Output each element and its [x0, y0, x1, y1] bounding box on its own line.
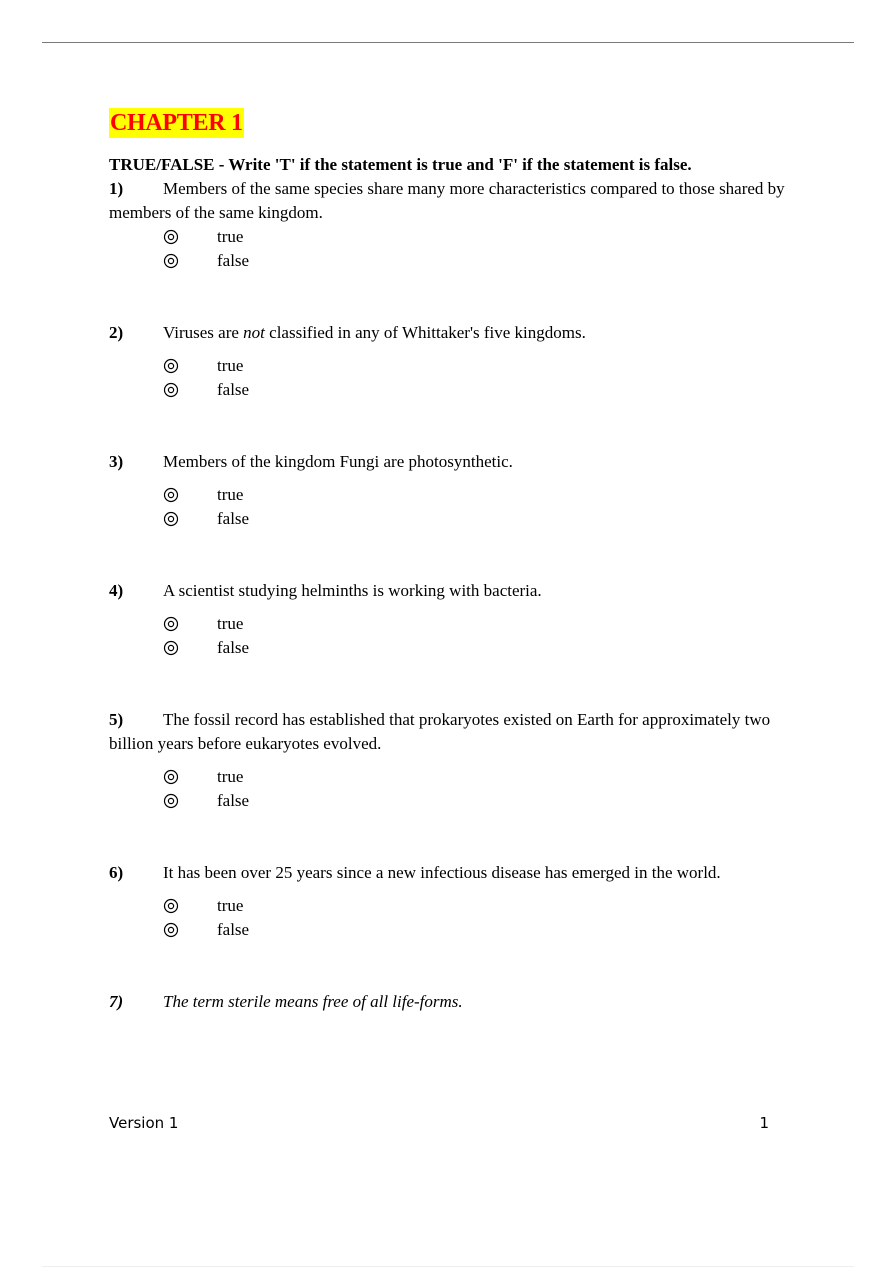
footer-rule [42, 1266, 854, 1267]
chapter-title: CHAPTER 1 [110, 110, 243, 136]
option-false[interactable] [109, 636, 814, 660]
radio-target-icon[interactable] [163, 769, 179, 785]
spacer [109, 402, 814, 450]
option-false[interactable] [109, 789, 814, 813]
option-false[interactable] [109, 918, 814, 942]
spacer [109, 813, 814, 861]
question-text: It has been over 25 years since a new infectious disease has emerged in the world. [163, 863, 721, 882]
options-5 [109, 765, 814, 813]
question-3 [109, 450, 814, 474]
option-label: false [217, 509, 250, 528]
question-text-emphasis: not [243, 323, 265, 342]
options-3 [109, 483, 814, 531]
question-number: 2) [109, 323, 124, 342]
option-label: false [217, 791, 250, 810]
option-true[interactable] [109, 225, 814, 249]
question-number: 7) [109, 992, 124, 1011]
question-number: 3) [109, 452, 124, 471]
question-text [163, 323, 586, 342]
option-true[interactable] [109, 612, 814, 636]
option-false[interactable] [109, 378, 814, 402]
question-number: 6) [109, 863, 124, 882]
question-text: The fossil record has established that prokaryotes existed on Earth for approximately two billion years before eukaryotes evolved. [109, 710, 771, 753]
spacer [109, 273, 814, 321]
option-label: true [217, 614, 244, 633]
question-number: 1) [109, 179, 124, 198]
radio-target-icon[interactable] [163, 229, 179, 245]
option-label: false [217, 920, 250, 939]
radio-target-icon[interactable] [163, 898, 179, 914]
question-text-part: Viruses are [163, 323, 244, 342]
radio-target-icon[interactable] [163, 253, 179, 269]
radio-target-icon[interactable] [163, 640, 179, 656]
radio-target-icon[interactable] [163, 616, 179, 632]
spacer [109, 660, 814, 708]
question-4 [109, 579, 814, 603]
question-text: A scientist studying helminths is working with bacteria. [163, 581, 542, 600]
options-4 [109, 612, 814, 660]
options-1 [109, 225, 814, 273]
question-5 [109, 708, 814, 756]
radio-target-icon[interactable] [163, 487, 179, 503]
option-true[interactable] [109, 483, 814, 507]
radio-target-icon[interactable] [163, 382, 179, 398]
version-label: Version 1 [109, 1114, 179, 1132]
question-number: 4) [109, 581, 124, 600]
header-rule [42, 42, 854, 43]
option-label: false [217, 380, 250, 399]
option-true[interactable] [109, 894, 814, 918]
radio-target-icon[interactable] [163, 511, 179, 527]
page-number: 1 [759, 1114, 769, 1132]
option-label: true [217, 485, 244, 504]
question-1 [109, 177, 814, 225]
option-label: true [217, 767, 244, 786]
question-2 [109, 321, 814, 345]
option-true[interactable] [109, 765, 814, 789]
question-text: The term sterile means free of all life-forms. [163, 992, 463, 1011]
radio-target-icon[interactable] [163, 793, 179, 809]
spacer [109, 942, 814, 990]
options-2 [109, 354, 814, 402]
option-label: true [217, 896, 244, 915]
option-label: false [217, 638, 250, 657]
option-false[interactable] [109, 507, 814, 531]
page-footer [109, 1114, 769, 1132]
radio-target-icon[interactable] [163, 922, 179, 938]
option-true[interactable] [109, 354, 814, 378]
question-text-part: classified in any of Whittaker's five kingdoms. [264, 323, 586, 342]
option-label: false [217, 251, 250, 270]
document-body [109, 108, 814, 1014]
option-label: true [217, 227, 244, 246]
instructions: TRUE/FALSE - Write 'T' if the statement is true and 'F' if the statement is false. [109, 155, 692, 174]
spacer [109, 531, 814, 579]
radio-target-icon[interactable] [163, 358, 179, 374]
options-6 [109, 894, 814, 942]
option-label: true [217, 356, 244, 375]
question-number: 5) [109, 710, 124, 729]
question-text: Members of the same species share many more characteristics compared to those shared by members of the same kingdom. [109, 179, 785, 222]
question-text: Members of the kingdom Fungi are photosynthetic. [163, 452, 513, 471]
question-6 [109, 861, 814, 885]
option-false[interactable] [109, 249, 814, 273]
question-7 [109, 990, 814, 1014]
